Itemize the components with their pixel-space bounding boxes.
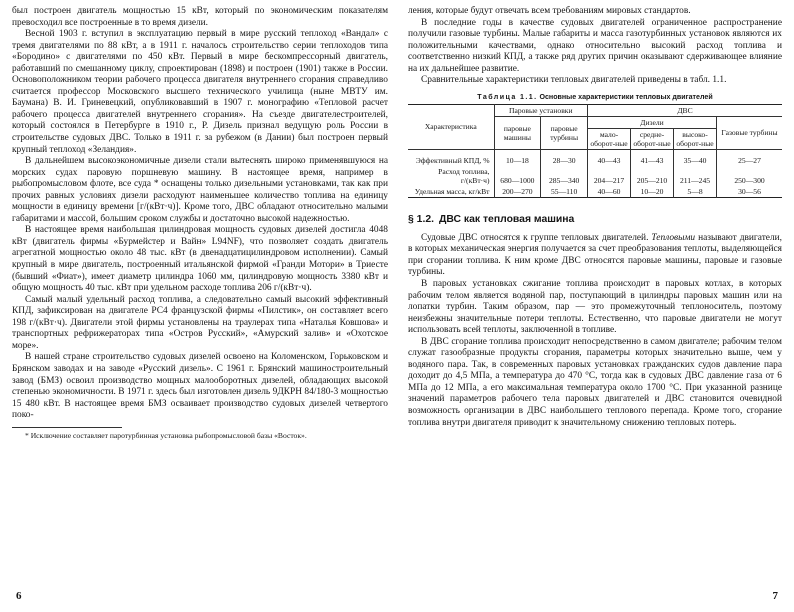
right-column-closing-text xyxy=(408,279,782,429)
table-header-steam-group: Паровые установки xyxy=(494,104,588,116)
section-title: ДВС как тепловая машина xyxy=(439,213,575,225)
table-row xyxy=(408,186,782,198)
table-cell: 25—27 xyxy=(717,149,782,166)
table-cell: 28—30 xyxy=(541,149,588,166)
table-cell: 55—110 xyxy=(541,186,588,198)
table-cell: 285—340 xyxy=(541,166,588,186)
table-cell: 204—217 xyxy=(588,166,631,186)
table-body xyxy=(408,149,782,197)
table-caption-number: Таблица 1.1. xyxy=(477,92,538,101)
table-cell: 40—43 xyxy=(588,149,631,166)
table-cell: 10—20 xyxy=(631,186,674,198)
table-caption xyxy=(408,93,782,101)
paragraph: В нашей стране строительство судовых дизелей освоено на Коломенском, Горьковском и Брянском заводах и на заводе «Русский дизель». С 1961 г. Брянский машиностроительный завод (БМЗ) освоил производство мощных малооборотных дизелей, обладающих высокой степенью экономичности. В 1971 г. здесь был изготовлен дизель 9ДКРН 84/180-3 мощностью 15 480 кВт. В настоящее время БМЗ осваивает производство судовых дизелей четвертого поко- xyxy=(12,352,388,421)
table-row xyxy=(408,149,782,166)
table-cell: 211—245 xyxy=(674,166,717,186)
table-header-steam-turbines: паровые турбины xyxy=(541,116,588,149)
page-number-right: 7 xyxy=(772,590,778,602)
table-cell: 10—18 xyxy=(494,149,541,166)
table-cell: 205—210 xyxy=(631,166,674,186)
table-cell: 41—43 xyxy=(631,149,674,166)
section-number: § 1.2. xyxy=(408,213,434,225)
paragraph: В последние годы в качестве судовых двигателей ограниченное распространение получили газовые турбины. Малые габариты и масса газотурбинных установок являются их положительными качествами, однако относительно высокий расход топлива и соответственно низкий КПД, а также ряд других причин оказывают сдерживающее влияние на их дальнейшее развитие. xyxy=(408,17,782,74)
paragraph: В дальнейшем высокоэкономичные дизели стали вытеснять широко применявшуюся на морских судах паровую поршневую машину. В настоящее время, например в рыбопромысловом флоте, все суда * оснащены только дизельными установками, так как при прочих равных условиях дизели расходуют наименьшее количество топлива на единицу мощности в единицу времени [г/(кВт·ч)]. Кроме того, ДВС обладают относительно малыми габаритами и массой, большим сроком службы и достаточно высокой надежностью. xyxy=(12,156,388,224)
paragraph: В настоящее время наибольшая цилиндровая мощность судовых дизелей достигла 4048 кВт (двигатель фирмы «Бурмейстер и Вайн» L94NF), что позволяет создать двигатель агрегатной мощностью около 48 тыс. кВт (в двенадцатицилиндровом исполнении). Самый крупный в мире двигатель, построенный итальянской фирмой «Гранди Мотори» в Триесте (бывший «Фиат»), имеет диаметр цилиндра 1060 мм, цилиндровую мощность 3380 кВт и общую мощность 40 тыс. кВт при удельном расходе топлива 206 г/(кВт·ч). xyxy=(12,225,388,294)
engine-characteristics-table xyxy=(408,104,782,198)
table-row-label: Расход топлива, г/(кВт·ч) xyxy=(408,166,494,186)
table-header-gas-turbines: Газовые турбины xyxy=(717,116,782,149)
table-header-ice-group: ДВС xyxy=(588,104,782,116)
table-header-characteristic: Характеристика xyxy=(408,104,494,149)
paragraph-definition-part: Судовые ДВС относятся к группе тепловых двигателей. xyxy=(421,232,652,243)
paragraph: В ДВС сгорание топлива происходит непосредственно в самом двигателе; рабочим телом служат газообразные продукты сгорания, параметры которых значительно выше, чем у водяного пара. Так, в современных паровых установках гражданских судов давление пара доходит до 4,5 МПа, а температура до 470 °C, тогда как в судовых ДВС давление газа от 6 МПа до 12 МПа, а его максимальная температура около 1700 °C. При указанной разнице значений параметров рабочего тела паровых двигателей и ДВС становится очевидной возможность организации в ДВС наибольшего теплового перепада. Кроме того, сгорание топлива внутри двигателя приводит к значительному снижению тепловых потерь. xyxy=(408,336,782,428)
table-cell: 5—8 xyxy=(674,186,717,198)
table-row-label: Эффективный КПД, % xyxy=(408,149,494,166)
table-row-label: Удельная масса, кг/кВт xyxy=(408,186,494,198)
table-header-high-speed: высоко-оборот-ные xyxy=(674,128,717,149)
paragraph: Самый малый удельный расход топлива, а следовательно самый высокий эффективный КПД, зафиксирован на двигателе РС4 французской фирмы «Пилстик», он составляет всего 198 г/(кВт·ч). Двигатели этой фирмы установлены на траулерах типа «Наталья Ковшова» и транспортных рефрижераторах типа «Остров Русский», «Амурский залив» и «Охотское море». xyxy=(12,294,388,351)
table-header-steam-engines: паровые машины xyxy=(494,116,541,149)
left-page xyxy=(12,6,388,606)
table-header-low-speed: мало-оборот-ные xyxy=(588,128,631,149)
paragraph: был построен двигатель мощностью 15 кВт, который по экономическим показателям превосходил все построенные в то время дизели. xyxy=(12,6,388,28)
right-column-body-text xyxy=(408,233,782,429)
table-header-diesels-group: Дизели xyxy=(588,116,717,128)
table-cell: 40—60 xyxy=(588,186,631,198)
section-heading xyxy=(408,214,782,225)
paragraph: Сравнительные характеристики тепловых двигателей приведены в табл. 1.1. xyxy=(421,75,727,86)
right-column-intro-text xyxy=(408,6,782,87)
paragraph-definition xyxy=(408,233,782,279)
table-cell: 680—1000 xyxy=(494,166,541,186)
table-header-medium-speed: средне-оборот-ные xyxy=(631,128,674,149)
footnote-rule xyxy=(12,427,122,428)
paragraph: Весной 1903 г. вступил в эксплуатацию первый в мире русский теплоход «Вандал» с тремя двигателями по 88 кВт, а в 1911 г. началось строительство серии теплоходов типа «Бородино» с двигателями по 450 кВт. Первый в мире бескомпрессорный двигатель, работавший по смешанному циклу, спроектирован (1898) и построен (1901) также в России. Основоположником теории рабочего процесса двигателя внутреннего сгорания справедливо считается профессор Московского высшего технического училища (ныне МВТУ им. Баумана) В. И. Гриневецкий, опубликовавший в 1907 г. монографию «Тепловой расчет рабочего процесса двигателей внутреннего сгорания». На съезде двигателестроителей, который состоялся в Петербурге в 1910 г., Р. Дизель признал ведущую роль России в строительстве судовых ДВС. Только в 1911 г. за рубежом (в Дании) был построен первый крупный теплоход «Зеландия». xyxy=(12,29,388,155)
right-page xyxy=(408,6,782,606)
table-row xyxy=(408,166,782,186)
table-cell: 200—270 xyxy=(494,186,541,198)
footnote: * Исключение составляет паротурбинная установка рыбопромысловой базы «Восток». xyxy=(25,430,307,440)
paragraph: В паровых установках сжигание топлива происходит в паровых котлах, в которых рабочим телом является водяной пар, поступающий в цилиндры паровых машин или на лопатки турбин. Таким образом, пар — это промежуточный теплоноситель, поэтому неизбежны значительные потери теплоты. Естественно, что паровые двигатели не могут использовать всей теплоты, заключенной в топливе. xyxy=(408,279,782,336)
paragraph-definition-part: называют двигатели, в которых механическая энергия получается за счет преобразования теплоты, выделяющейся при сгорании топлива. К ним кроме ДВС относятся паровые машины, паровые и газовые турбины. xyxy=(408,232,782,278)
table-cell: 250—300 xyxy=(717,166,782,186)
table-caption-title: Основные характеристики тепловых двигателей xyxy=(539,92,713,101)
table-cell: 35—40 xyxy=(674,149,717,166)
page-number-left: 6 xyxy=(16,590,22,602)
paragraph: ления, которые будут отвечать всем требованиям мировых стандартов. xyxy=(408,6,691,16)
left-column-text xyxy=(12,6,388,422)
term-emphasis: Тепловыми xyxy=(651,232,696,243)
table-cell: 30—56 xyxy=(717,186,782,198)
